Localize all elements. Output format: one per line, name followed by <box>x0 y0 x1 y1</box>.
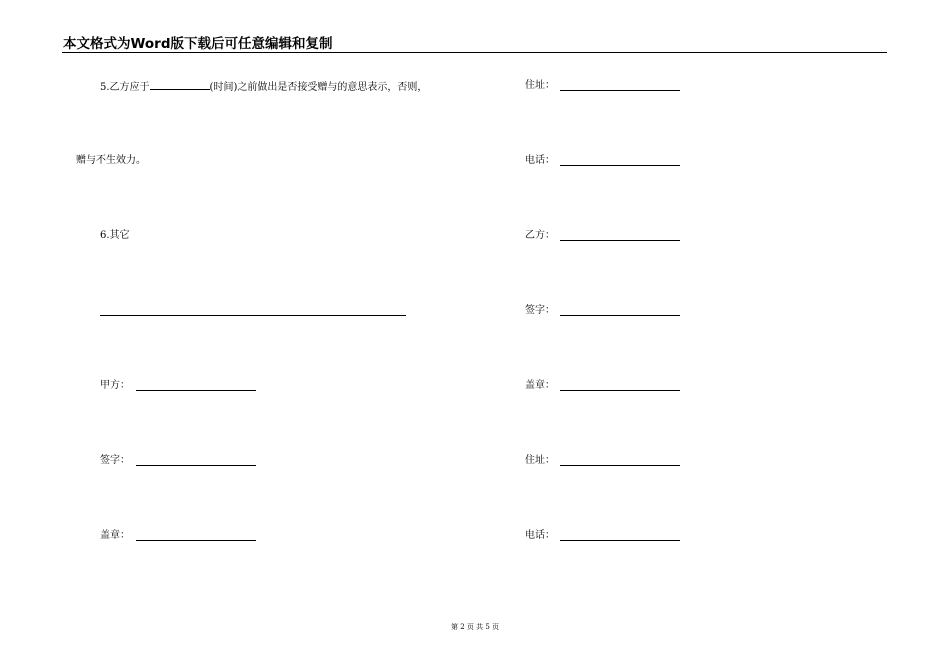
phone-line-1[interactable] <box>560 165 680 166</box>
party-b-line[interactable] <box>560 240 680 241</box>
page-number: 第 2 页 共 5 页 <box>450 623 500 631</box>
clause-5-party: 乙方应于 <box>109 82 150 93</box>
party-a-sign-line[interactable] <box>136 465 256 466</box>
phone-line-2[interactable] <box>560 540 680 541</box>
phone-label-1: 电话： <box>525 155 555 166</box>
clause-6: 6.其它 <box>100 230 130 241</box>
party-a-seal-line[interactable] <box>136 540 256 541</box>
party-a-line[interactable] <box>136 390 256 391</box>
address-line-2[interactable] <box>560 465 680 466</box>
address-line-1[interactable] <box>560 90 680 91</box>
party-a-sign-label: 签字： <box>100 455 130 466</box>
clause-5-number: 5. <box>100 82 110 93</box>
address-label-1: 住址： <box>525 80 555 91</box>
party-b-sign-label: 签字： <box>525 305 555 316</box>
header-divider <box>62 52 887 53</box>
clause-5-text: (时间)之前做出是否接受赠与的意思表示，否则， <box>209 82 428 93</box>
party-b-seal-line[interactable] <box>560 390 680 391</box>
address-label-2: 住址： <box>525 455 555 466</box>
clause-5-time-blank[interactable] <box>150 80 210 90</box>
phone-label-2: 电话： <box>525 530 555 541</box>
party-a-label: 甲方： <box>100 380 130 391</box>
clause-6-fill-line[interactable] <box>100 315 406 316</box>
party-b-seal-label: 盖章： <box>525 380 555 391</box>
party-a-seal-label: 盖章： <box>100 530 130 541</box>
clause-5-continuation: 赠与不生效力。 <box>76 155 146 166</box>
party-b-label: 乙方： <box>525 230 555 241</box>
party-b-sign-line[interactable] <box>560 315 680 316</box>
page-header-title: 本文格式为Word版下载后可任意编辑和复制 <box>63 36 333 52</box>
clause-5 <box>100 80 427 94</box>
